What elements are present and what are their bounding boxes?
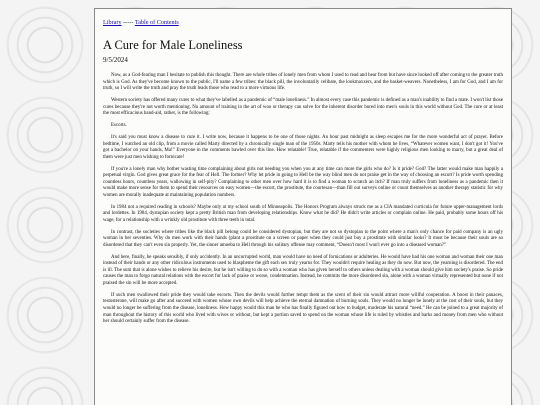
library-link[interactable]: Library [103,19,122,26]
breadcrumb-separator: ----- [121,19,135,26]
paragraph-8: And here, finally, he speaks sensibly, if only accidently. In an uncorrupted world, man would have no need of fornications or adulteries. He would have had his one woman and woman their one man instead of their hands or any other ridiculous instruments used to blaspheme the gift each sex truly yearns for. They wouldn't require healing as they do now. But now, the yearning is disordered. The end is ill. The sum that is alone wishes to relieve his desire, but he isn't willing to do so with a woman who has given herself to others unless dealing with a woman should give him society's praise. So pride causes the man to forgo natural relations with the escort for lack of praise or worse, condemnation. Instead, he commits the more disordered sin, alone with a woman virtually represented but none if not praised the sin will be more accepted. [103,254,503,286]
paragraph-3: Escorts. [111,123,127,129]
article-date: 9/5/2024 [103,56,128,64]
paragraph-2: Western society has offered many cures to what they've labelled as a pandemic of “male loneliness.” In almost every case this pandemic is defined as a man's inability to find a mate. I won't list those cures because they're not worth mentioning. No amount of training in the art of woo or therapy can solve for the inherent disorder bored into men's souls in this world without God. The cure or at least the most efficacious band-aid, rather, is the following: [103,98,503,117]
paragraph-6: In 1984 not a required reading in schools? Maybe only at my school south of Minneapolis. The Honors Program always struck me as a CIA mandated curricula for future upper-management lords and lordettes. In 1984, dystopian society kept a pretty British man from developing relationships. Know what he did? He didn't write articles or complain online. He paid, probably some hours off his wage, for a relationship with a wrinkly old prostitute with three teeth in total. [103,204,503,223]
article-title: A Cure for Male Loneliness [103,38,243,52]
paragraph-1: Now, as a God-fearing man I hesitate to publish this thought. There are whole tribes of lonely men from whom I used to read and hear from but have since looked off after coming to the greater truth which is God. As they've become known to the public, I'll name a few tribes: the black pill, the involuntarily celibate, the lookmaxxers, and the basket-weavers. Nonetheless, I am for God, and I am for truth, so I will write the truth and pray the truth leads those who read to a more virtuous life. [103,73,503,92]
paragraph-5: If you're a lonely man why bother wasting time complaining about girls not needing you when you at any time can more the girls who do? Is it pride? God? The latter would make man happily a perpetual virgin. God gives great grace for the fear of Hell. The former? Why let pride in going to Hell be the way blind men do not praise get in the way of choosing an escort? Is pride worth spending countless hours, countless years, wallowing in self-pity? Complaining to other men over how hard it is to find a woman to scratch an itch? If man truly suffers from loneliness as a pandemic then it would make more sense for them to spend their resources on easy women—the escort, the prostitute, the courtesan—than fill out surveys online or count themselves as another therapy statistic for why women are morally inadequate at maintaining population numbers. [103,166,503,198]
article-body [103,73,503,326]
table-of-contents-link[interactable]: Table of Contents [134,19,179,26]
paragraph-7: In contrast, the societies where tribes like the black pill belong could be considered dystopian, but they are not so dystopian to the point where a man's only chance for paid company is an ugly woman in her seventies. Why do men work with their hands (plant a prostitute on a screen or paper when they could just buy a prostitute with similar looks? It must be because their souls are so disordered that they can't even sin properly. Yet, the sinner amoeba to Hell through his solitary offense may comment, “Doesn't most I won't ever go into a diseased woman?” [103,229,503,248]
article-page [94,8,512,405]
paragraph-9: If such men swallowed their pride they would take escorts. Then the devils would further tempt them as the scent of their sin would attract more willful cooperation. A boost in their panaces, testosterone, will make go after and succeed with women whose own devils will help achieve the eternal damnation of burning souls. They would no longer be lonely at the cost of their souls, but they would no longer be suffering from the disease, loneliness. How happy would this man be who has finally figured out how to budget, moderate his natural “need.” He can be joined to a great majority of man throughout the history of this world who lived with wives or without, but kept a portion saved to spend on the woman whose life is ruled by whistles and barks and money from men who without her should certainly suffer from the disease. [103,292,503,325]
breadcrumb [103,19,503,27]
paragraph-4: It's said you must know a disease to cure it. I write now, because it happens to be one of those nights. An hour past midnight as sleep escapes me for the more wonderful act of prayer. Before bedtime, I watched an old clip, from a movie called Marty directed by a chronically single man of the 1950s. Marty tells his mother with whom he lives, “Whatever women want, I don't got it! You've got a bachelor on your hands, Ma!” Everyone in the comments bawled over this line. How relatable! True, relatable if the commenters were highly religious men looking to marry, but a great deal of them were just men wishing to fornicate! [103,135,503,160]
